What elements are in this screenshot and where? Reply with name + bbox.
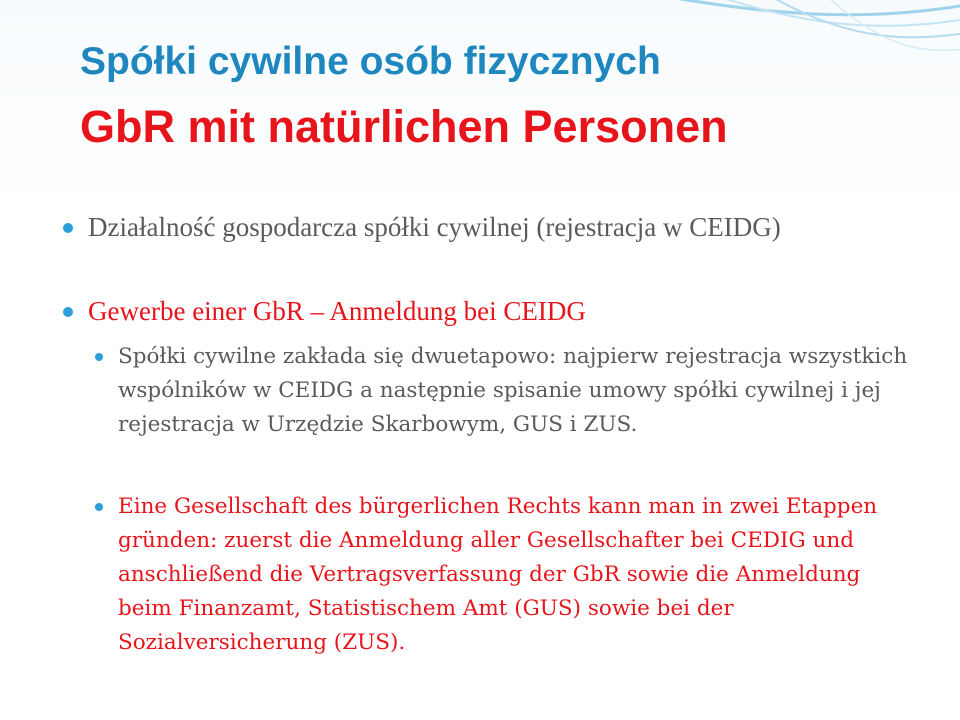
bullet-dot-icon <box>63 307 73 317</box>
bullet-text-1: Działalność gospodarcza spółki cywilnej (rejestracja w CEIDG) <box>88 212 781 242</box>
bullet-item-1 <box>88 210 868 245</box>
slide-title-polish: Spółki cywilne osób fizycznych <box>80 40 661 83</box>
bullet-text-3: Spółki cywilne zakłada się dwuetapowo: najpierw rejestracja wszystkich wspólników w CEIDG a następnie spisanie umowy spółki cywilnej i jej rejestracja w Urzędzie Skarbowym, GUS i ZUS. <box>118 344 908 437</box>
bullet-text-4: Eine Gesellschaft des bürgerlichen Rechts kann man in zwei Etappen gründen: zuerst die Anmeldung aller Gesellschafter bei CEDIG und anschließend die Vertragsverfassung der GbR sowie die Anmeldung beim Finanzamt, Statistischem Amt (GUS) sowie bei der Sozialversicherung (ZUS). <box>118 494 878 655</box>
slide-title-german: GbR mit natürlichen Personen <box>80 101 728 152</box>
bullet-dot-icon <box>63 223 73 233</box>
bullet-dot-icon <box>95 503 103 511</box>
bullet-dot-icon <box>95 353 103 361</box>
bullet-item-2 <box>88 294 868 329</box>
bullet-text-2: Gewerbe einer GbR – Anmeldung bei CEIDG <box>88 296 586 326</box>
bullet-item-3 <box>118 340 908 442</box>
bullet-item-4 <box>118 490 908 660</box>
